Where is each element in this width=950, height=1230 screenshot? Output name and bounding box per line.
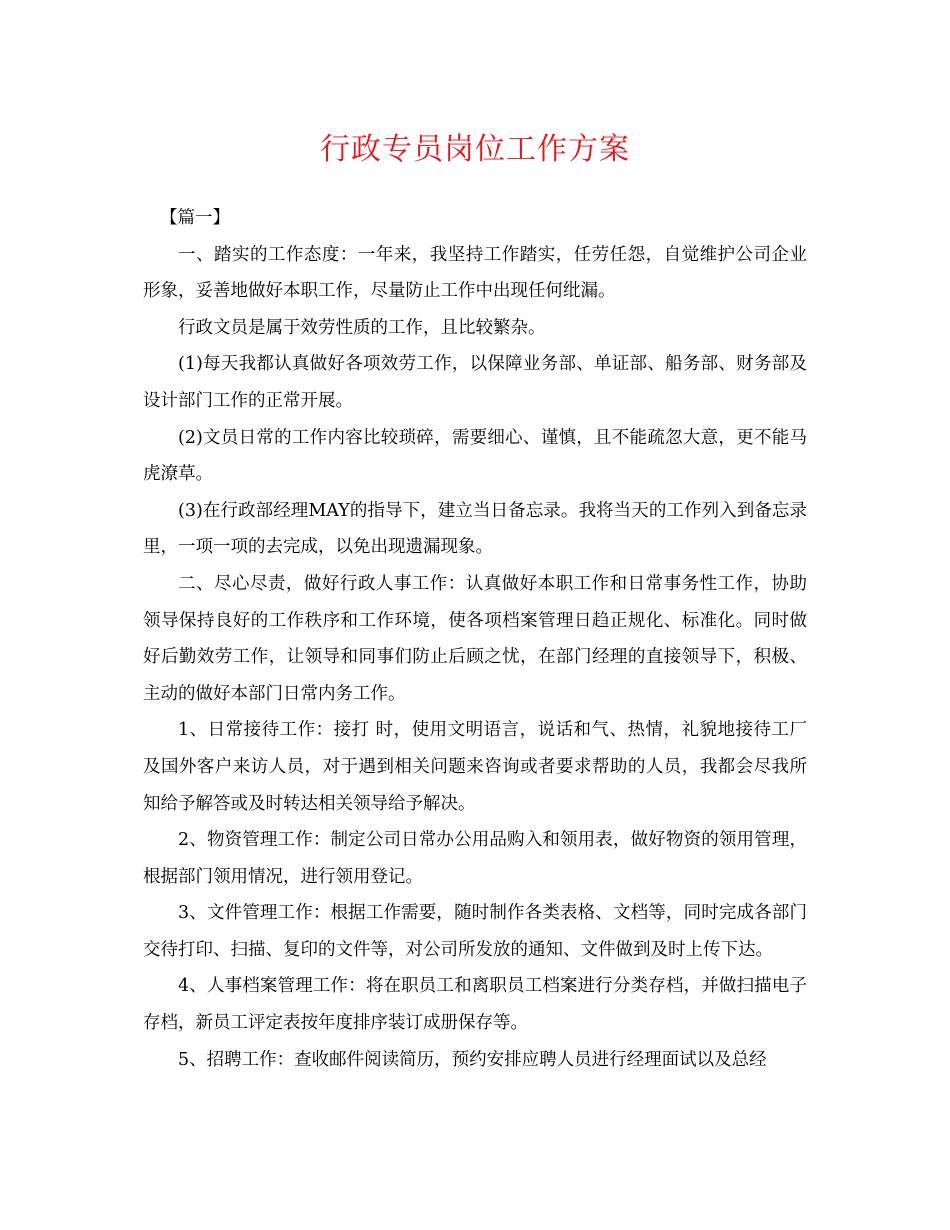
section-heading: 【篇一】 [160,208,230,228]
paragraph: 4、人事档案管理工作：将在职员工和离职员工档案进行分类存档，并做扫描电子存档，新员工评定表按年度排序装订成册保存等。 [143,976,807,1034]
paragraph: (2)文员日常的工作内容比较琐碎，需要细心、谨慎，且不能疏忽大意，更不能马虎潦草。 [143,427,807,485]
paragraph: 3、文件管理工作：根据工作需要，随时制作各类表格、文档等，同时完成各部门交待打印、扫描、复印的文件等，对公司所发放的通知、文件做到及时上传下达。 [143,903,807,960]
paragraph: 行政文员是属于效劳性质的工作，且比较繁杂。 [178,317,546,338]
paragraph: 1、日常接待工作：接打 时，使用文明语言，说话和气、热情，礼貌地接待工厂及国外客户来访人员，对于遇到相关问题来咨询或者要求帮助的人员，我都会尽我所知给予解答或及时转达相关领导给予解决。 [143,720,807,814]
paragraph: (3)在行政部经理MAY的指导下，建立当日备忘录。我将当天的工作列入到备忘录里，一项一项的去完成，以免出现遗漏现象。 [143,500,807,558]
document-body [143,200,807,1078]
paragraph: 一、踏实的工作态度：一年来，我坚持工作踏实，任劳任怨，自觉维护公司企业形象，妥善地做好本职工作，尽量防止工作中出现任何纰漏。 [143,244,807,302]
paragraph: 2、物资管理工作：制定公司日常办公用品购入和领用表，做好物资的领用管理，根据部门领用情况，进行领用登记。 [143,830,807,887]
paragraph: (1)每天我都认真做好各项效劳工作，以保障业务部、单证部、船务部、财务部及设计部门工作的正常开展。 [143,354,807,411]
document-title: 行政专员岗位工作方案 [320,132,630,167]
paragraph: 二、尽心尽责，做好行政人事工作：认真做好本职工作和日常事务性工作，协助领导保持良好的工作秩序和工作环境，使各项档案管理日趋正规化、标准化。同时做好后勤效劳工作，让领导和同事们防止后顾之忧，在部门经理的直接领导下，积极、主动的做好本部门日常内务工作。 [143,573,807,704]
paragraph: 5、招聘工作：查收邮件阅读简历，预约安排应聘人员进行经理面试以及总经 [178,1049,767,1070]
